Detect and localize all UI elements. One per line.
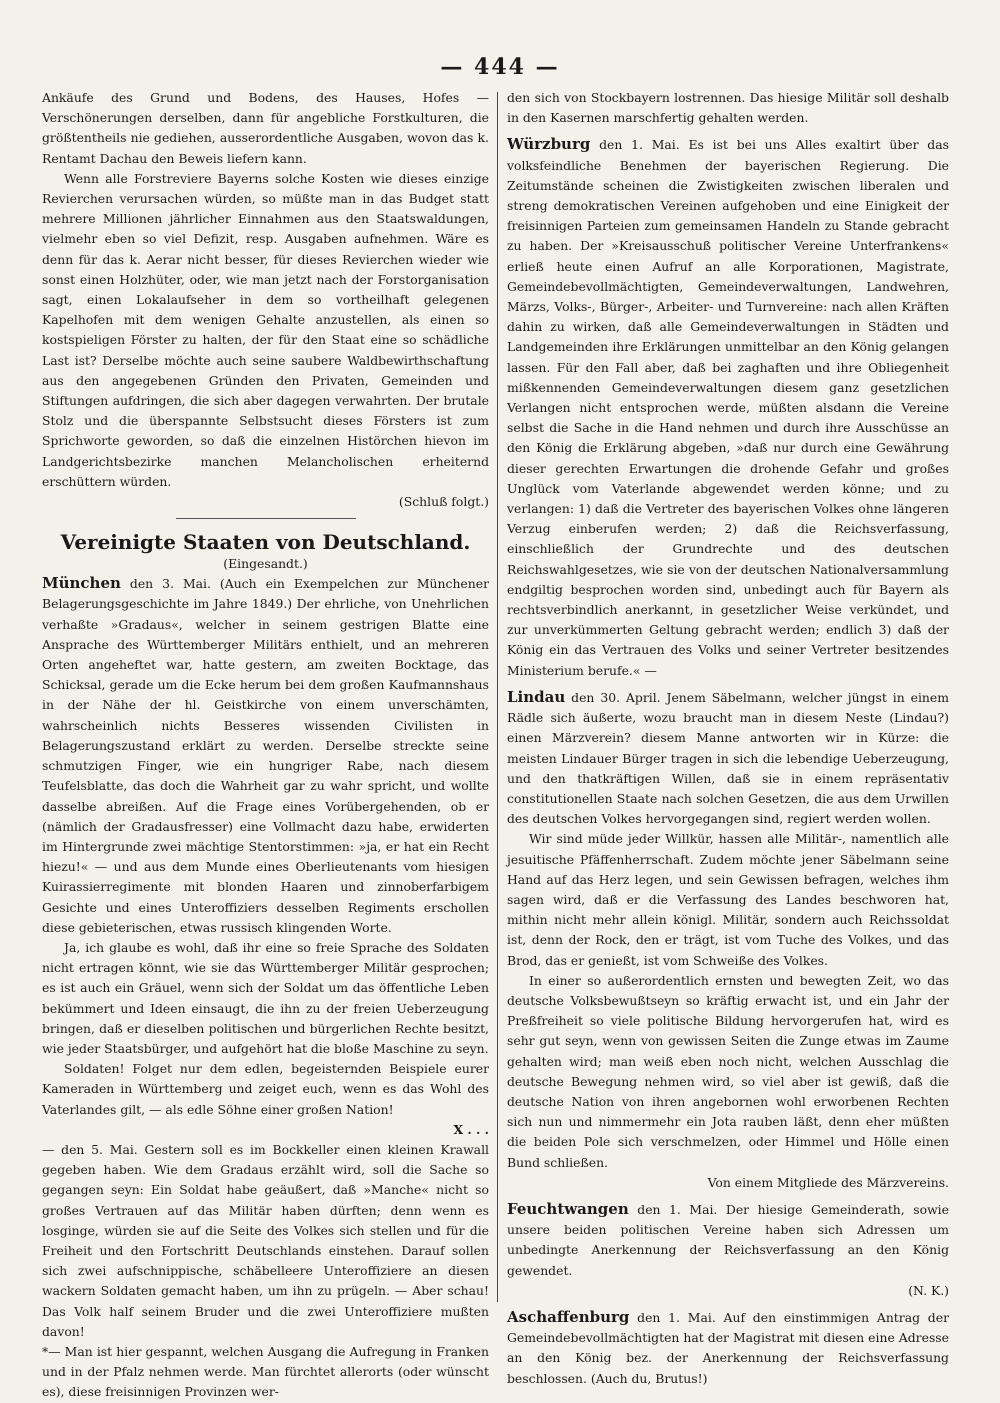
paragraph-lindau: den 30. April. Jenem Säbelmann, welcher jüngst in einem Rädle sich äußerte, wozu braucht man in diesem Neste (Lindau?) einen Märzverein? diesem Manne antworten wir in Kürze: die meisten Lindauer Bürger tragen in sich die lebendige Ueberzeugung, und den thatkräftigen Willen, daß sie in einem repräsentativ constitutionellen Staate nach solchen Gesetzen, die aus dem Urwillen des deutschen Volkes hervorgegangen sind, regiert werden wollen. [507,689,949,827]
section-rule [176,518,356,519]
signature-nk: (N. K.) [908,1282,949,1298]
paragraph-soldier-speech: Ja, ich glaube es wohl, daß ihr eine so freie Sprache des Soldaten nicht ertragen könnt, wie sie das Württemberger Militär gesprochen; es ist auch ein Gräuel, wenn sich der Soldat um das öffentliche Leben bekümmert und Ideen einsaugt, die ihn zu der freien Ueberzeugung bringen, daß er dieselben politischen und bürgerlichen Rechte besitzt, wie jeder Staatsbürger, und aufgehört hat die bloße Maschine zu seyn. [42,939,489,1056]
signature-x: X . . . [453,1121,489,1137]
signature-marzverein: Von einem Mitgliede des Märzvereins. [707,1174,949,1190]
column-divider [497,92,498,1302]
continuation-note: (Schluß folgt.) [398,494,489,510]
section-title: Vereinigte Staaten von Deutschland. [60,530,471,555]
paragraph-feuchtwangen: den 1. Mai. Der hiesige Gemeinderath, sowie unsere beiden politischen Vereine haben sich Adressen um unbedingte Anerkennung der Reichsverfassung an den König gewendet. [507,1201,949,1278]
paragraph-franconia: *— Man ist hier gespannt, welchen Ausgang die Aufregung in Franken und in der Pfalz nehmen werde. Man fürchtet allerorts (oder wünscht es), diese freisinnigen Provinzen wer- [42,1343,489,1400]
paragraph-munich: den 3. Mai. (Auch ein Exempelchen zur Münchener Belagerungsgeschichte im Jahre 1849.) Der ehrliche, von Unehrlichen verhaßte »Gradaus«, welcher in seinem gestrigen Blatte eine Ansprache des Württemberger Militärs enthielt, und an mehreren Orten angeheftet war, hatte gestern, am zweiten Bocktage, das Schicksal, gerade um die Ecke herum bei dem großen Kaufmannshaus in der Nähe der hl. Geistkirche von einem unverschämten, wahrscheinlich nichts Besseres wissenden Civilisten in Belagerungszustand erklärt zu werden. Derselbe streckte seine schmutzigen Finger, wie ein hungriger Rabe, nach diesem Teufelsblatte, das doch die Wahrheit gar zu wahr spricht, und wollte dasselbe abreißen. Auf die Frage eines Vorübergehenden, ob er (nämlich der Gradausfresser) eine Vollmacht dazu habe, erwiderten im Hintergrunde zwei mächtige Stentorstimmen: »ja, er hat ein Recht hiezu!« — und aus dem Munde eines Oberlieutenants vom hiesigen Kuirassierregimente mit blonden Haaren und zinnoberfarbigem Gesichte und eines Unteroffiziers desselben Regiments erschollen diese gebieterischen, etwas russisch klingenden Worte. [42,576,489,935]
paragraph-soldiers-call: Soldaten! Folget nur dem edlen, begeisternden Beispiele eurer Kameraden in Württemberg und zeiget euch, wenn es das Wohl des Vaterlandes gilt, — als edle Söhne einer großen Nation! [42,1061,489,1117]
dateline-feuchtwangen: Feuchtwangen [507,1199,629,1218]
paragraph-bavaria-continued: den sich von Stockbayern lostrennen. Das hiesige Militär soll deshalb in den Kasernen marschfertig gehalten werden. [507,90,949,126]
paragraph-wurzburg: den 1. Mai. Es ist bei uns Alles exaltirt über das volksfeindliche Benehmen der bayerischen Regierung. Die Zeitumstände scheinen die Zwistigkeiten zwischen liberalen und streng demokratischen Vereinen aufgehoben und eine Einigkeit der freisinnigen Parteien zum gemeinsamen Handeln zu Stande gebracht zu haben. Der »Kreisausschuß politischer Vereine Unterfrankens« erließ heute einen Aufruf an alle Korporationen, Magistrate, Gemeindebevollmächtigten, Gemeindeverwaltungen, Landwehren, Märzs, Volks-, Bürger-, Arbeiter- und Turnvereine: nach allen Kräften dahin zu wirken, daß alle Gemeindeverwaltungen in Städten und Landgemeinden ihre Erklärungen unmittelbar an den König gelangen lassen. Für den Fall aber, daß bei zaghaften und ihre Obliegenheit mißkennenden Gemeindeverwaltungen diesem ganz gesetzlichen Verlangen nicht entsprochen werde, müßten alsdann die Vereine selbst die Sache in die Hand nehmen und durch ihre Ausschüsse an den König die Erklärung abgeben, »daß nur durch eine Gewährung dieser gerechten Erwartungen die drohende Gefahr und großes Unglück vom Vaterlande abgewendet werden könne; und zu verlangen: 1) daß die Vertreter des bayerischen Volkes ohne längeren Verzug einberufen werden; 2) daß die Reichsverfassung, einschließlich der Grundrechte und des deutschen Reichswahlgesetzes, wie sie von der deutschen Nationalversammlung endgiltig besprochen worden sind, unbedingt auch für Bayern als rechtsverbindlich anerkannt, in gesetzlicher Weise verkündet, und zur unverkümmerten Geltung gebracht werden; endlich 3) daß der König ein das Vertrauen des Volks und seiner Vertreter besitzendes Ministerium berufe.« — [507,137,949,678]
submitted-note: (Eingesandt.) [223,556,308,572]
left-column [42,88,489,1403]
dateline-munich: München [42,574,121,593]
dateline-wurzburg: Würzburg [507,135,591,154]
paragraph-weary: Wir sind müde jeder Willkür, hassen alle Militär-, namentlich alle jesuitische Pfäffenherrschaft. Zudem möchte jener Säbelmann seine Hand auf das Herz legen, und sein Gewissen befragen, welches ihm sagen wird, daß er die Verfassung des Landes beschworen hat, mithin nicht mehr allein königl. Militär, sondern auch Reichssoldat ist, denn der Rock, den er trägt, ist vom Tuche des Volkes, und das Brod, das er genießt, ist vom Schweiße des Volkes. [507,831,949,968]
paragraph-forest-revenue: Wenn alle Forstreviere Bayerns solche Kosten wie dieses einzige Revierchen verursachen würden, so müßte man in das Budget statt mehrere Millionen jährlicher Einnahmen aus den Staatswaldungen, vielmehr eben so viel Defizit, resp. Ausgaben aufnehmen. Wäre es denn für das k. Aerar nicht besser, für dieses Revierchen wieder wie sonst einen Holzhüter, oder, wie man jetzt nach der Forstorganisation sagt, einen Lokalaufseher in dem so vortheilhaft gelegenen Kapelhofen mit dem wenigen Gehalte anzustellen, als einen so kostspieligen Förster zu halten, der für den Staat eine so schädliche Last ist? Derselbe möchte auch seine saubere Waldbewirthschaftung aus den angegebenen Gründen den Privaten, Gemeinden und Stiftungen aufdringen, die sich aber dagegen verwahrten. Der brutale Stolz und die überspannte Selbstsucht dieses Försters ist zum Sprichworte geworden, so daß die einzelnen Histörchen hievon im Landgerichtsbezirke manchen Melancholischen erheiternd erschüttern würden. [42,170,489,489]
paragraph-serious-times: In einer so außerordentlich ernsten und bewegten Zeit, wo das deutsche Volksbewußtseyn so kräftig erwacht ist, und ein Jahr der Preßfreiheit so viele politische Bildung hervorgerufen hat, wird es sehr gut seyn, wenn von gewissen Seiten die Zunge etwas im Zaume gehalten wird; man weiß eben noch nicht, welchen Ausschlag die deutsche Bewegung nehmen wird, so viel aber ist gewiß, daß die deutsche Nation von ihren angebornen wohl erworbenen Rechten sich nun und nimmermehr ein Jota rauben läßt, denn eher müßten die beiden Pole sich verschmelzen, oder Himmel und Hölle einen Bund schließen. [507,972,949,1170]
paragraph-may-5: — den 5. Mai. Gestern soll es im Bockkeller einen kleinen Krawall gegeben haben. Wie dem Gradaus erzählt wird, soll die Sache so gegangen seyn: Ein Soldat habe geäußert, daß »Manche« nicht so großes Vertrauen auf das Militär haben dürften; denn wenn es losginge, würden sie auf die Seite des Volkes sich stellen und für die Freiheit und den Fortschritt Deutschlands einstehen. Darauf sollen sich zwei aufschnippische, schäbelleere Unteroffiziere an diesen wackern Soldaten gemacht haben, um ihn zu prügeln. — Aber schau! Das Volk half seinem Bruder und die zwei Unteroffiziere mußten davon! [42,1141,489,1339]
paragraph-aschaffenburg: den 1. Mai. Auf den einstimmigen Antrag der Gemeindebevollmächtigten hat der Magistrat mit diesen eine Adresse an den König bez. der Anerkennung der Reichsverfassung beschlossen. (Auch du, Brutus!) [507,1309,949,1386]
paragraph-forest-purchases: Ankäufe des Grund und Bodens, des Hauses, Hofes — Verschönerungen derselben, dann für angebliche Forstkulturen, die größtentheils nie gediehen, ausserordentliche Ausgaben, wovon das k. Rentamt Dachau den Beweis liefern kann. [42,90,489,166]
dateline-lindau: Lindau [507,687,566,706]
dateline-aschaffenburg: Aschaffenburg [507,1307,630,1326]
right-column [507,88,949,1389]
page-number: — 444 — [440,54,560,80]
